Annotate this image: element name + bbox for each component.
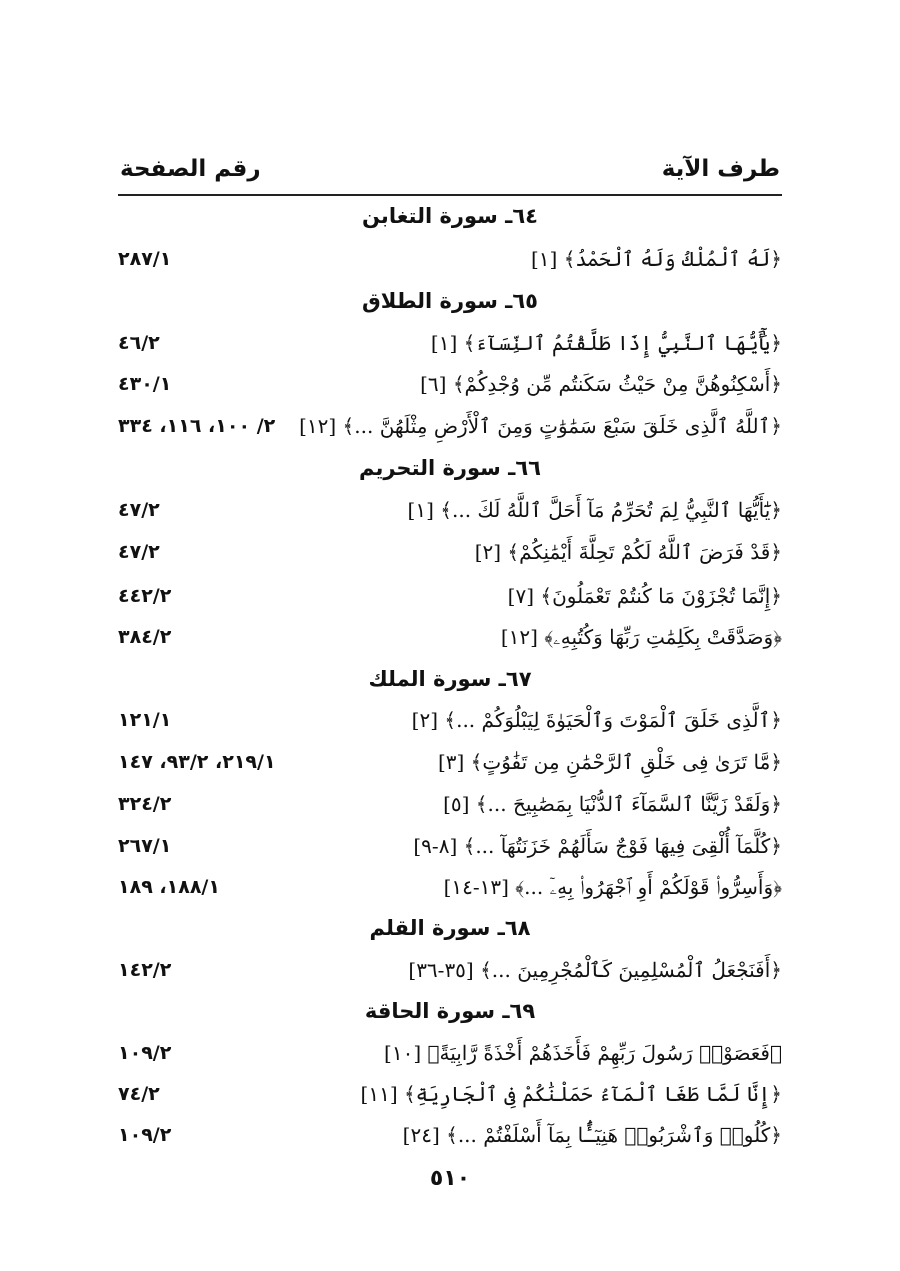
page-reference: ١٢١/١ bbox=[118, 709, 172, 731]
verse-entry: ﴿ٱلَّذِى خَلَقَ ٱلْمَوْتَ وَٱلْحَيَوٰةَ لِيَبْلُوَكُمْ ...﴾ [٢] bbox=[411, 708, 782, 732]
verse-entry: ﴿إِنَّا لَمَّا طَغَا ٱلْمَآءُ حَمَلْنَٰكُمْ فِى ٱلْجَارِيَةِ﴾ [١١] bbox=[360, 1082, 782, 1106]
verse-entry: ﴿لَهُ ٱلْمُلْكُ وَلَهُ ٱلْحَمْدُ﴾ [١] bbox=[530, 247, 782, 271]
page-reference: ١٤٢/٢ bbox=[118, 959, 172, 981]
verse-column-heading: طرف الآية bbox=[661, 156, 780, 182]
page-reference: ٣٨٤/٢ bbox=[118, 626, 172, 648]
page-reference: ٢١٩/١، ٩٣/٢، ١٤٧ bbox=[118, 751, 276, 773]
verse-entry: ﴿إِنَّمَا تُجْزَوْنَ مَا كُنتُمْ تَعْمَلُونَ﴾ [٧] bbox=[507, 584, 782, 608]
verse-entry: ﴿قَدْ فَرَضَ ٱللَّهُ لَكُمْ تَحِلَّةَ أَيْمَٰنِكُمْ﴾ [٢] bbox=[474, 540, 782, 564]
page-reference: ٣٢٤/٢ bbox=[118, 793, 172, 815]
verse-entry: ﴿يَٰٓأَيُّهَا ٱلنَّبِيُّ لِمَ تُحَرِّمُ مَآ أَحَلَّ ٱللَّهُ لَكَ ...﴾ [١] bbox=[407, 498, 782, 522]
page-reference: ٤٣٠/١ bbox=[118, 373, 172, 395]
surah-heading: ٦٤ـ سورة التغابن bbox=[362, 204, 538, 228]
verse-entry: ﴿ٱللَّهُ ٱلَّذِى خَلَقَ سَبْعَ سَمَٰوَٰتٍ وَمِنَ ٱلْأَرْضِ مِثْلَهُنَّ ...﴾ [١٢] bbox=[299, 414, 782, 438]
verse-entry: ﴿أَفَنَجْعَلُ ٱلْمُسْلِمِينَ كَٱلْمُجْرِمِينَ ...﴾ [٣٥-٣٦] bbox=[408, 958, 782, 982]
surah-heading: ٦٩ـ سورة الحاقة bbox=[364, 999, 536, 1023]
page-reference: ١٠٩/٢ bbox=[118, 1042, 172, 1064]
verse-entry: ﴿وَصَدَّقَتْ بِكَلِمَٰتِ رَبِّهَا وَكُتُبِهِۦ﴾ [١٢] bbox=[500, 625, 782, 649]
page-column-heading: رقم الصفحة bbox=[120, 156, 261, 182]
column-header bbox=[118, 150, 782, 196]
verse-entry: ﴿وَلَقَدْ زَيَّنَّا ٱلسَّمَآءَ ٱلدُّنْيَا بِمَصَٰبِيحَ ...﴾ [٥] bbox=[443, 792, 782, 816]
page-reference: ٢/ ١٠٠، ١١٦، ٣٣٤ bbox=[118, 415, 276, 437]
page-reference: ٢٦٧/١ bbox=[118, 835, 172, 857]
page-reference: ٢٨٧/١ bbox=[118, 248, 172, 270]
verse-entry: ﴿كُلَّمَآ أُلْقِىَ فِيهَا فَوْجٌ سَأَلَهُمْ خَزَنَتُهَآ ...﴾ [٨-٩] bbox=[413, 834, 782, 858]
page-number: ٥١٠ bbox=[429, 1166, 471, 1191]
surah-heading: ٦٦ـ سورة التحريم bbox=[359, 456, 541, 480]
page-reference: ١٠٩/٢ bbox=[118, 1124, 172, 1146]
verse-entry: ﴿مَّا تَرَىٰ فِى خَلْقِ ٱلرَّحْمَٰنِ مِن تَفَٰوُتٍ﴾ [٣] bbox=[437, 750, 782, 774]
verse-entry: ﴿كُلُوا۟ وَٱشْرَبُوا۟ هَنِيٓـًٔۢا بِمَآ أَسْلَفْتُمْ ...﴾ [٢٤] bbox=[402, 1123, 782, 1147]
page-reference: ٧٤/٢ bbox=[118, 1083, 160, 1105]
verse-entry: ﴿فَعَصَوْا۟ رَسُولَ رَبِّهِمْ فَأَخَذَهُمْ أَخْذَةً رَّابِيَةً﴾ [١٠] bbox=[384, 1041, 782, 1065]
surah-heading: ٦٧ـ سورة الملك bbox=[368, 667, 532, 691]
page-reference: ٤٧/٢ bbox=[118, 541, 160, 563]
page-reference: ٤٧/٢ bbox=[118, 499, 160, 521]
verse-entry: ﴿وَأَسِرُّوا۟ قَوْلَكُمْ أَوِ ٱجْهَرُوا۟ بِهِۦٓ ...﴾ [١٣-١٤] bbox=[443, 875, 782, 899]
page-reference: ١٨٨/١، ١٨٩ bbox=[118, 876, 220, 898]
surah-heading: ٦٥ـ سورة الطلاق bbox=[361, 289, 538, 313]
surah-heading: ٦٨ـ سورة القلم bbox=[369, 916, 531, 940]
page-reference: ٤٦/٢ bbox=[118, 332, 160, 354]
verse-entry: ﴿أَسْكِنُوهُنَّ مِنْ حَيْثُ سَكَنتُم مِّن وُجْدِكُمْ﴾ [٦] bbox=[420, 372, 782, 396]
page-reference: ٤٤٢/٢ bbox=[118, 585, 172, 607]
verse-entry: ﴿يَٰٓأَيُّهَا ٱلنَّبِيُّ إِذَا طَلَّقْتُمُ ٱلنِّسَآءَ﴾ [١] bbox=[430, 331, 782, 355]
